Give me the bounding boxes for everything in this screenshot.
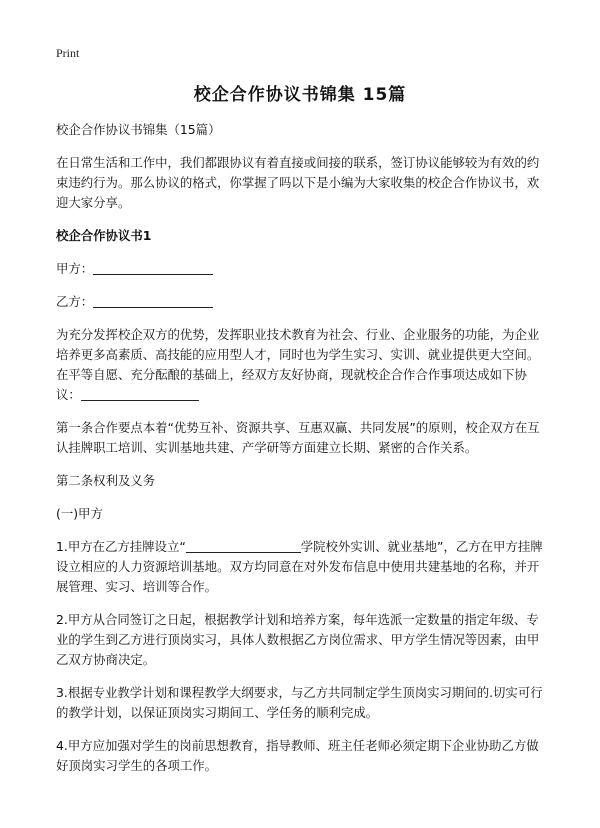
- document-title: 校企合作协议书锦集 15篇: [193, 85, 407, 105]
- item-1: [56, 537, 548, 597]
- party-a-label: 甲方：: [56, 261, 94, 276]
- item-1-after: 学院校外实训、就业基地”，乙方在甲方挂牌设立相应的人力资源培训基地。双方均同意在对外发布信息中使用共建基地的名称，并开展管理、实习、培训等合作。: [56, 539, 543, 594]
- purpose-blank: [81, 386, 199, 401]
- item-1-before: 1.甲方在乙方挂牌设立“: [56, 539, 186, 554]
- document-body: [56, 120, 548, 789]
- item-1-blank: [186, 538, 301, 553]
- party-a-subheading: (一)甲方: [56, 506, 103, 521]
- print-label[interactable]: Print: [56, 46, 80, 60]
- purpose-text: 为充分发挥校企双方的优势，发挥职业技术教育为社会、行业、企业服务的功能，为企业培养更多高素质、高技能的应用型人才，同时也为学生实习、实训、就业提供更大空间。在平等自愿、充分酝酿的基础上，经双方友好协商，现就校企合作合作事项达成如下协议：: [56, 327, 540, 402]
- item-3: 3.根据专业教学计划和课程教学大纲要求，与乙方共同制定学生顶岗实习期间的.切实可行的教学计划，以保证顶岗实习期间工、学任务的顺利完成。: [56, 685, 543, 720]
- section-heading: 校企合作协议书1: [56, 228, 152, 243]
- purpose-paragraph: [56, 325, 548, 405]
- party-b-line: [56, 292, 548, 312]
- article-1: 第一条合作要点本着“优势互补、资源共享、互惠双赢、共同发展”的原则，校企双方在互认挂牌职工培训、实训基地共建、产学研等方面建立长期、紧密的合作关系。: [56, 420, 540, 455]
- party-a-blank: [93, 260, 213, 275]
- subtitle: 校企合作协议书锦集（15篇）: [56, 122, 221, 137]
- article-2-heading: 第二条权利及义务: [56, 473, 156, 488]
- item-4: 4.甲方应加强对学生的岗前思想教育，指导教师、班主任老师必须定期下企业协助乙方做好顶岗实习学生的各项工作。: [56, 738, 539, 773]
- party-b-blank: [93, 293, 213, 308]
- intro-paragraph: 在日常生活和工作中，我们都跟协议有着直接或间接的联系，签订协议能够较为有效的约束违约行为。那么协议的格式，你掌握了吗以下是小编为大家收集的校企合作协议书，欢迎大家分享。: [56, 155, 540, 210]
- item-2: 2.甲方从合同签订之日起，根据教学计划和培养方案，每年选派一定数量的指定年级、专业的学生到乙方进行顶岗实习，具体人数根据乙方岗位需求、甲方学生情况等因素，由甲乙双方协商决定。: [56, 612, 540, 667]
- party-b-label: 乙方：: [56, 294, 94, 309]
- party-a-line: [56, 259, 548, 279]
